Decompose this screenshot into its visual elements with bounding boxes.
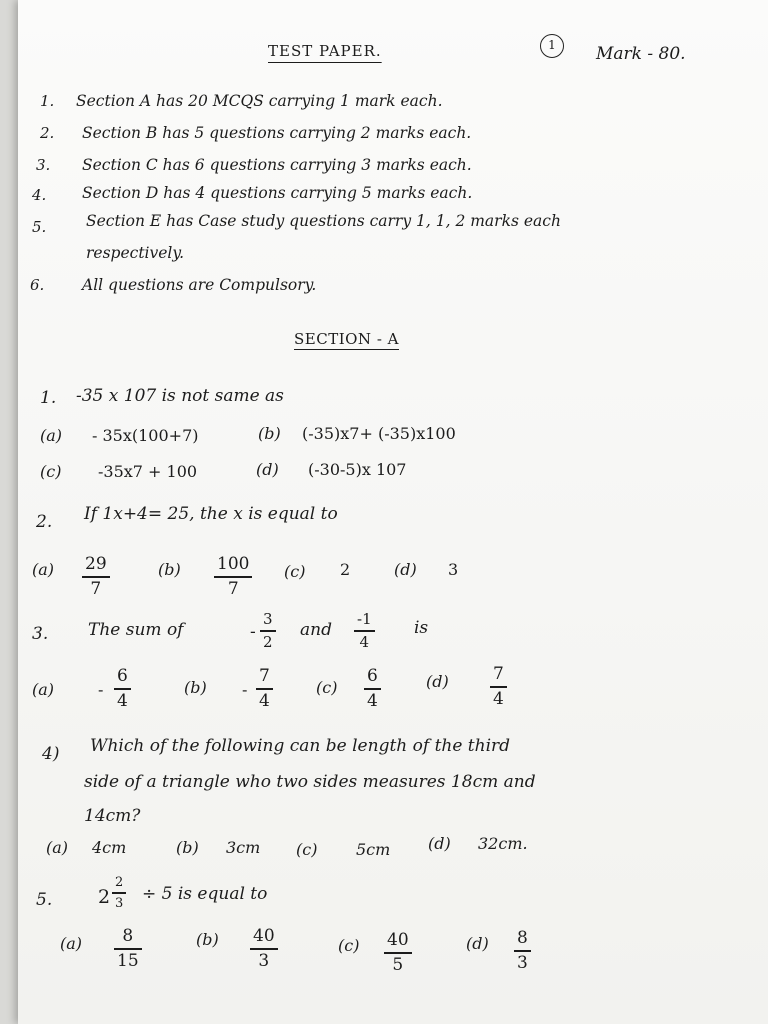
option-label: (d): [466, 934, 489, 953]
numerator: 6: [117, 666, 128, 686]
question-text-continued: side of a triangle who two sides measures 18cm and: [84, 772, 536, 792]
question-number: 2.: [36, 512, 53, 532]
fraction-bar: [490, 686, 507, 688]
page-number-badge: 1: [540, 34, 564, 58]
question-number: 3.: [32, 624, 49, 644]
fraction-bar: [114, 948, 142, 950]
total-marks: Mark - 80.: [596, 44, 686, 64]
option-text: 3: [448, 560, 459, 579]
option-text: 3cm: [226, 838, 261, 857]
fraction-bar: [82, 576, 110, 578]
fraction-bar: [112, 892, 126, 894]
numerator: 7: [493, 664, 504, 684]
instruction-number: 1.: [40, 92, 55, 110]
option-fraction: [364, 668, 381, 710]
denominator: 5: [392, 954, 404, 975]
denominator: 15: [117, 950, 139, 971]
numerator: 8: [517, 928, 528, 948]
option-fraction: [114, 668, 131, 710]
minus-sign: -: [242, 680, 248, 699]
section-heading: SECTION - A: [294, 330, 399, 348]
instruction-number: 2.: [40, 124, 55, 142]
instruction-text: Section C has 6 questions carrying 3 marks each.: [82, 156, 472, 174]
option-label: (c): [284, 562, 306, 581]
question-text: The sum of: [88, 620, 184, 640]
option-text: (-35)x7+ (-35)x100: [302, 424, 456, 443]
option-fraction: [250, 928, 278, 970]
option-label: (a): [32, 680, 55, 699]
numerator: 40: [253, 926, 275, 946]
numerator: 7: [259, 666, 270, 686]
denominator: 3: [258, 950, 270, 971]
option-label: (a): [32, 560, 55, 579]
question-text: is: [414, 618, 429, 638]
option-label: (d): [426, 672, 449, 691]
option-label: (d): [394, 560, 417, 579]
numerator: 3: [263, 610, 273, 628]
option-label: (c): [316, 678, 338, 697]
question-number: 1.: [40, 388, 57, 408]
option-fraction: [514, 930, 531, 972]
option-label: (c): [40, 462, 62, 481]
option-label: (b): [196, 930, 219, 949]
denominator: 4: [493, 688, 504, 709]
fraction-bar: [114, 688, 131, 690]
option-fraction: [490, 666, 507, 708]
denominator: 4: [259, 690, 270, 711]
numerator: -1: [357, 610, 372, 628]
fraction: [260, 612, 276, 650]
fraction: [354, 612, 375, 650]
question-text: -35 x 107 is not same as: [76, 386, 284, 406]
fraction-bar: [354, 630, 375, 632]
option-text: 4cm: [92, 838, 127, 857]
question-text: If 1x+4= 25, the x is equal to: [84, 504, 338, 524]
numerator: 2: [115, 875, 124, 890]
instruction-text-continued: respectively.: [86, 244, 185, 262]
option-text: 32cm.: [478, 834, 528, 853]
question-text: Which of the following can be length of the third: [90, 736, 511, 756]
option-text: 2: [340, 560, 351, 579]
page-title: TEST PAPER.: [268, 42, 382, 60]
option-label: (a): [60, 934, 83, 953]
question-text-continued: 14cm?: [84, 806, 141, 826]
test-paper-sheet: [18, 0, 768, 1024]
mixed-number-whole: 2: [98, 886, 111, 908]
option-label: (b): [184, 678, 207, 697]
instruction-text: Section E has Case study questions carry 1, 1, 2 marks each: [86, 212, 561, 230]
option-label: (a): [46, 838, 69, 857]
option-fraction: [114, 928, 142, 970]
option-text: -35x7 + 100: [98, 462, 198, 481]
question-text: and: [300, 620, 332, 640]
numerator: 8: [122, 926, 134, 946]
fraction-bar: [514, 950, 531, 952]
instruction-text: Section D has 4 questions carrying 5 marks each.: [82, 184, 473, 202]
instruction-text: All questions are Compulsory.: [82, 276, 317, 294]
option-label: (c): [296, 840, 318, 859]
option-label: (b): [158, 560, 181, 579]
denominator: 4: [359, 632, 370, 651]
question-text: ÷ 5 is equal to: [142, 884, 268, 904]
instruction-number: 3.: [36, 156, 51, 174]
instruction-number: 4.: [32, 186, 47, 204]
denominator: 3: [115, 895, 124, 911]
denominator: 2: [263, 632, 273, 651]
denominator: 3: [517, 952, 528, 973]
fraction-bar: [384, 952, 412, 954]
option-label: (c): [338, 936, 360, 955]
option-fraction: [384, 932, 412, 974]
mixed-number-fraction: [112, 876, 126, 910]
option-label: (a): [40, 426, 63, 445]
option-text: (-30-5)x 107: [308, 460, 407, 479]
fraction-bar: [260, 630, 276, 632]
denominator: 7: [227, 578, 239, 599]
option-text: - 35x(100+7): [92, 426, 199, 445]
denominator: 4: [117, 690, 128, 711]
option-label: (b): [176, 838, 199, 857]
option-fraction: [82, 556, 110, 598]
fraction-bar: [256, 688, 273, 690]
numerator: 6: [367, 666, 378, 686]
instruction-number: 5.: [32, 218, 47, 236]
minus-sign: -: [98, 680, 104, 699]
option-label: (b): [258, 424, 281, 443]
question-number: 5.: [36, 890, 53, 910]
fraction-bar: [214, 576, 252, 578]
option-label: (d): [428, 834, 451, 853]
numerator: 29: [85, 554, 107, 574]
option-label: (d): [256, 460, 279, 479]
option-fraction: [214, 556, 252, 598]
instruction-number: 6.: [30, 276, 45, 294]
minus-sign: -: [250, 622, 256, 642]
option-fraction: [256, 668, 273, 710]
option-text: 5cm: [356, 840, 391, 859]
question-number: 4): [42, 744, 60, 764]
numerator: 100: [217, 554, 250, 574]
fraction-bar: [250, 948, 278, 950]
instruction-text: Section A has 20 MCQS carrying 1 mark each.: [76, 92, 443, 110]
fraction-bar: [364, 688, 381, 690]
denominator: 4: [367, 690, 378, 711]
numerator: 40: [387, 930, 409, 950]
denominator: 7: [90, 578, 102, 599]
instruction-text: Section B has 5 questions carrying 2 marks each.: [82, 124, 472, 142]
